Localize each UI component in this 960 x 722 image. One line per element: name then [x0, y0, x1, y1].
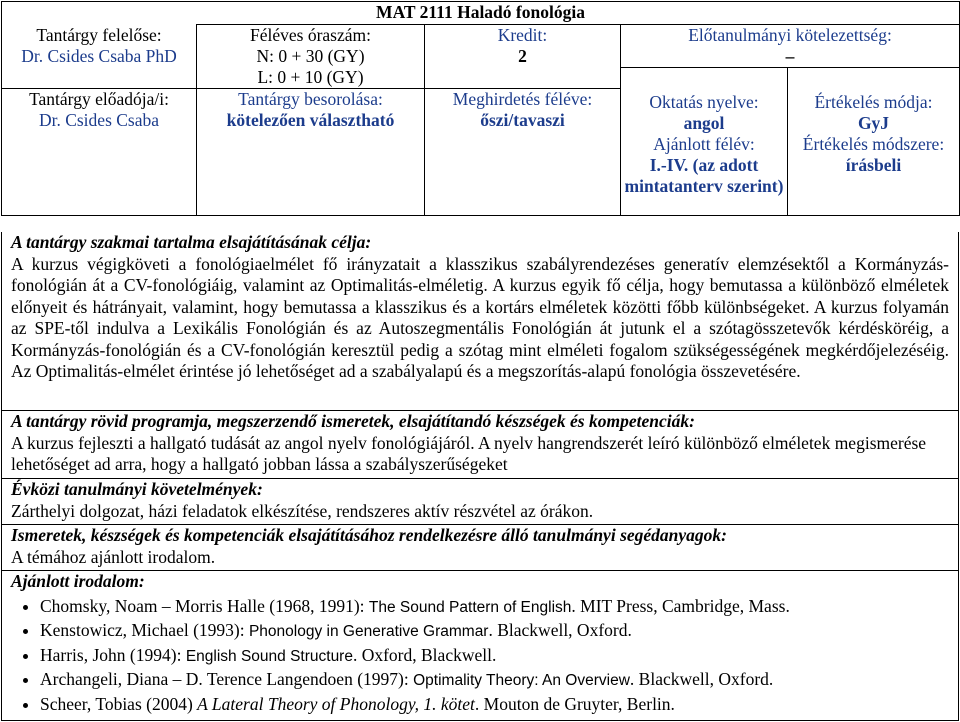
- reference-item: • Scheer, Tobias (2004) A Lateral Theory of Phonology, 1. kötet. Mouton de Gruyter, Berlin.: [40, 693, 949, 717]
- semester-cell: [425, 89, 621, 216]
- materials-section: [1, 525, 959, 571]
- credit-label: Kredit:: [497, 25, 548, 45]
- classification-cell: [197, 89, 425, 216]
- course-header-table: [1, 1, 960, 216]
- program-heading: A tantárgy rövid programja, megszerzendő ismeretek, elsajátítandó készségek és kompetenciák:: [11, 411, 695, 431]
- language-value: angol: [683, 113, 725, 133]
- prereq-label: Előtanulmányi kötelezettség:: [688, 25, 892, 45]
- credit-value: 2: [518, 46, 527, 66]
- lecturer-label: Tantárgy előadója/i:: [29, 89, 169, 109]
- language-recommended-cell: [621, 68, 788, 216]
- reference-list: [11, 595, 949, 717]
- eval-method-label: Értékelés módszere:: [802, 134, 945, 154]
- hours-n: N: 0 + 30 (GY): [256, 46, 365, 66]
- hours-label: Féléves óraszám:: [250, 25, 371, 45]
- responsible-name: Dr. Csides Csaba PhD: [21, 45, 177, 66]
- requirements-section: [1, 479, 959, 525]
- classification-value: kötelezően választható: [226, 110, 395, 130]
- reference-item: • Chomsky, Noam – Morris Halle (1968, 1991): The Sound Pattern of English. MIT Press, Cambridge, Mass.: [40, 595, 949, 620]
- requirements-heading: Évközi tanulmányi követelmények:: [11, 479, 263, 499]
- evaluation-cell: [788, 68, 960, 216]
- program-section: [1, 411, 959, 479]
- program-text: A kurzus fejleszti a hallgató tudását az angol nyelv fonológiájáról. A nyelv hangrendszerét leíró különböző elméletek megismerése lehetőséget ad arra, hogy a hallgató jobban lássa a szabályszerűségeket: [11, 432, 927, 474]
- recommended-value: I.-IV. (az adott mintatanterv szerint): [624, 155, 784, 196]
- hours-cell: [197, 25, 425, 89]
- requirements-text: Zárthelyi dolgozat, házi feladatok elkészítése, rendszeres aktív részvétel az órákon.: [11, 500, 594, 521]
- course-title: MAT 2111 Haladó fonológia: [2, 2, 960, 25]
- literature-section: [1, 571, 959, 721]
- credit-cell: [425, 25, 621, 89]
- reference-item: • Harris, John (1994): English Sound Structure. Oxford, Blackwell.: [40, 644, 949, 669]
- classification-label: Tantárgy besorolása:: [238, 89, 383, 109]
- eval-method-value: írásbeli: [845, 155, 902, 175]
- prereq-value: –: [785, 46, 795, 66]
- materials-text: A témához ajánlott irodalom.: [11, 546, 216, 567]
- responsible-cell: [2, 25, 197, 89]
- eval-mode-label: Értékelés módja:: [814, 92, 933, 112]
- hours-l: L: 0 + 10 (GY): [257, 67, 364, 87]
- semester-value: őszi/tavaszi: [480, 110, 565, 130]
- responsible-label: Tantárgy felelőse:: [36, 24, 162, 45]
- aim-text: A kurzus végigköveti a fonológiaelmélet fő irányzatait a klasszikus szabályrendezéses generatív elemzésektől a Kormányzás-fonológián át a CV-fonológiáig, valamint az Optimalitás-elméletig. A kurzus egyik fő célja, hogy bemutassa a különböző elméletek előnyeit és hátrányait, valamint, hogy bemutassa a klasszikus és a kortárs elméletek közötti főbb különbségeket. A kurzus folyamán az SPE-től indulva a Lexikális Fonológián és az Autoszegmentális Fonológián át jutunk el a szótagösszetevők kérdésköréig, a Kormányzás-fonológián és a CV-fonológián keresztül pedig a szótag mint elméleti fogalom szükségességének megkérdőjelezéséig. Az Optimalitás-elmélet érintése jó lehetőséget ad a szabályalapú és a megszorítás-alapú fonológia összevetésére.: [11, 253, 949, 381]
- literature-heading: Ajánlott irodalom:: [11, 571, 145, 591]
- semester-label: Meghirdetés féléve:: [452, 89, 593, 109]
- reference-item: • Archangeli, Diana – D. Terence Langendoen (1997): Optimality Theory: An Overview. Blackwell, Oxford.: [40, 668, 949, 693]
- recommended-label: Ajánlott félév:: [653, 134, 755, 154]
- language-label: Oktatás nyelve:: [649, 92, 759, 112]
- lecturer-cell: [2, 89, 197, 216]
- materials-heading: Ismeretek, készségek és kompetenciák elsajátításához rendelkezésre álló tanulmányi segédanyagok:: [11, 525, 727, 545]
- eval-mode-value: GyJ: [857, 113, 890, 133]
- reference-item: • Kenstowicz, Michael (1993): Phonology in Generative Grammar. Blackwell, Oxford.: [40, 619, 949, 644]
- lecturer-name: Dr. Csides Csaba: [38, 110, 160, 130]
- prereq-cell: [621, 25, 960, 68]
- aim-heading: A tantárgy szakmai tartalma elsajátításának célja:: [11, 232, 372, 252]
- aim-section: [1, 232, 959, 411]
